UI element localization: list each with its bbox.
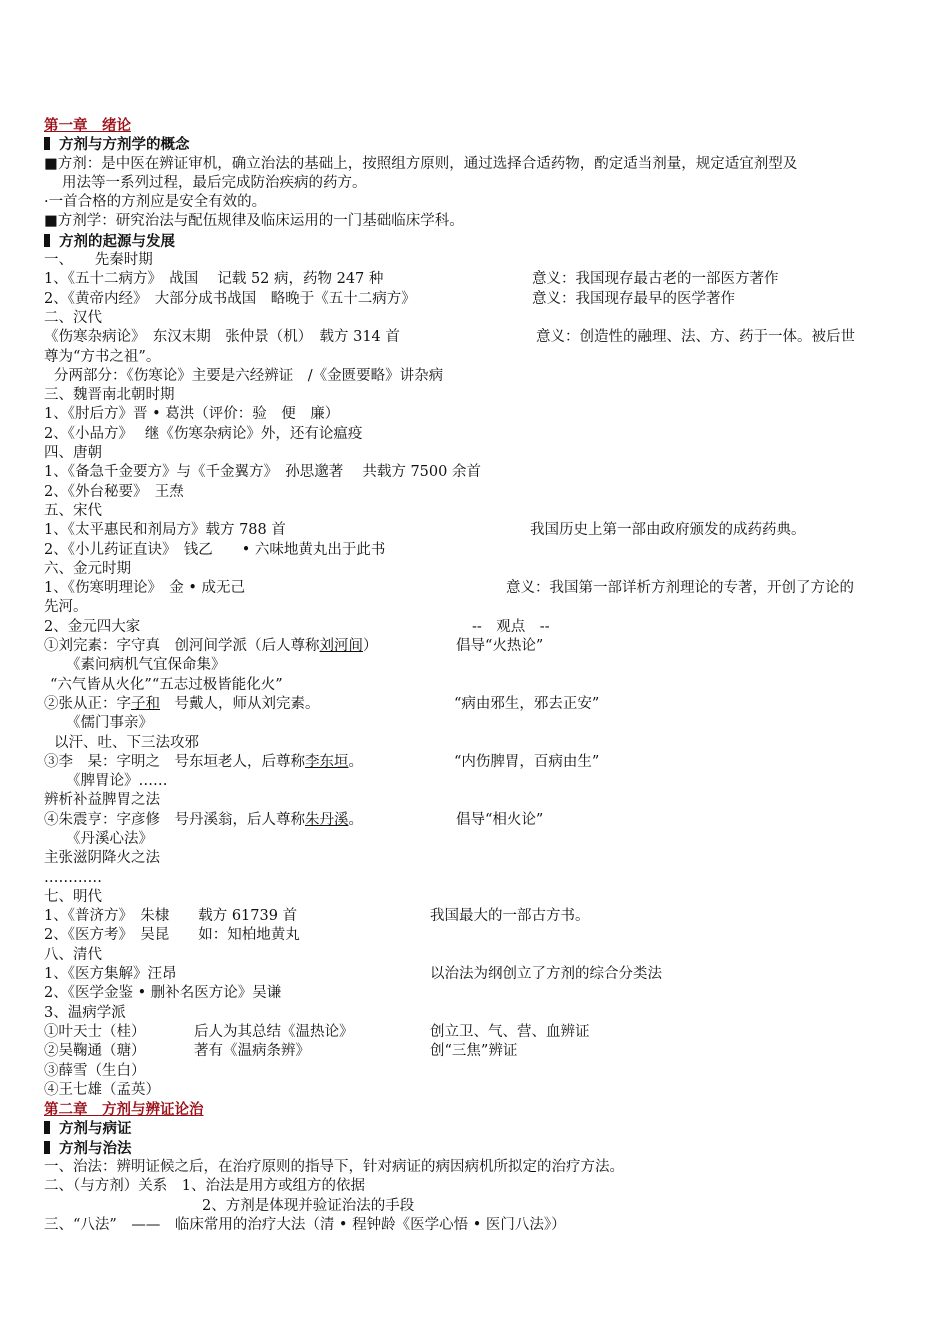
chapter-title: 第二章 方剂与辨证论治 [44,1101,204,1119]
note-text: 意义：创造性的融理、法、方、药于一体。被后世 [536,329,855,346]
text-line: 四、唐朝 [44,445,102,462]
text-line: 八、清代 [44,946,102,963]
text-line: ②吴鞠通（瑭） 著有《温病条辨》 创“三焦”辨证 [44,1042,914,1061]
note-text: 创立卫、气、营、血辨证 [430,1023,590,1040]
text-line: 尊为“方书之祖”。 [44,348,161,365]
text-line: ①刘完素：字守真 创河间学派（后人尊称刘河间） 倡导“火热论” [44,637,914,656]
text-line: 七、明代 [44,888,102,905]
text-line: 三、魏晋南北朝时期 [44,387,175,404]
note-text: 倡导“火热论” [456,638,544,655]
text-line: ………… [44,869,102,886]
note-text: 我国历史上第一部由政府颁发的成药药典。 [530,522,806,539]
section-heading: 方剂与治法 [44,1139,914,1158]
note-text: 以治法为纲创立了方剂的综合分类法 [430,966,662,983]
text-line: 2、《医学金鉴 • 删补名医方论》吴谦 [44,985,282,1002]
text-line: 2、《医方考》 吴昆 如：知柏地黄丸 [44,927,300,944]
section-heading: 方剂与病证 [44,1119,914,1138]
text-line: 以汗、吐、下三法攻邪 [54,734,199,751]
text-line: 2、《外台秘要》 王焘 [44,483,184,500]
heading-bar-icon [44,137,50,150]
text-line: 先河。 [44,599,88,616]
text-line: 一、治法：辨明证候之后，在治疗原则的指导下，针对病证的病因病机所拟定的治疗方法。 [44,1159,624,1176]
underlined-name: 李东垣 [305,753,349,770]
text-line: ·一首合格的方剂应是安全有效的。 [44,194,267,211]
underlined-name: 子和 [131,695,160,712]
text-line: 1、《肘后方》晋 • 葛洪（评价：验 便 廉） [44,406,340,423]
text-line: 2、金元四大家 -- 观点 -- [44,618,914,637]
text-line: 用法等一系列过程，最后完成防治疾病的药方。 [62,174,367,191]
text-line: 《脾胃论》…… [66,773,168,790]
text-line: 2、《小品方》 继《伤寒杂病论》外，还有论瘟疫 [44,425,363,442]
heading-bar-icon [44,234,50,247]
text-line: 2、《小儿药证直诀》 钱乙 • 六味地黄丸出于此书 [44,541,386,558]
text-line: ②张从正：字子和 号戴人，师从刘完素。 “病由邪生，邪去正安” [44,695,914,714]
text-line: ■方剂学：研究治法与配伍规律及临床运用的一门基础临床学科。 [44,213,464,230]
heading-bar-icon [44,1141,50,1154]
text-line: 1、《备急千金要方》与《千金翼方》 孙思邈著 共载方 7500 余首 [44,464,481,481]
heading-bar-icon [44,1121,50,1134]
text-line: 分两部分：《伤寒论》主要是六经辨证 /《金匮要略》讲杂病 [54,367,444,384]
text-line: 《儒门事亲》 [66,715,153,732]
text-line: 《丹溪心法》 [66,830,153,847]
text-line: 1、《伤寒明理论》 金 • 成无己 意义：我国第一部详析方剂理论的专著，开创了方论的 [44,579,914,598]
text-line: 1、《五十二病方》 战国 记载 52 病，药物 247 种 意义：我国现存最古老的一部医方著作 [44,270,914,289]
note-text: 创“三焦”辨证 [430,1043,518,1060]
note-text: 意义：我国现存最古老的一部医方著作 [532,271,779,288]
chapter-title: 第一章 绪论 [44,117,131,134]
text-line: ③薛雪（生白） [44,1062,146,1079]
note-text: “内伤脾胃，百病由生” [454,753,600,770]
text-line: 1、《普济方》 朱棣 载方 61739 首 我国最大的一部古方书。 [44,907,914,926]
note-text: -- 观点 -- [472,618,550,635]
text-line: 一、 先秦时期 [44,252,153,269]
note-text: “病由邪生，邪去正安” [454,695,600,712]
underlined-name: 刘河间 [319,638,363,655]
mid-text: 后人为其总结《温热论》 [194,1023,354,1040]
text-line: 三、“八法” —— 临床常用的治疗大法（清 • 程钟龄《医学心悟 • 医门八法》） [44,1216,566,1233]
section-heading: 方剂与方剂学的概念 [44,135,914,154]
text-line: ①叶天士（桂） 后人为其总结《温热论》 创立卫、气、营、血辨证 [44,1023,914,1042]
text-line: 2、《黄帝内经》 大部分成书战国 略晚于《五十二病方》 意义：我国现存最早的医学著作 [44,290,914,309]
text-line: 二、汉代 [44,309,102,326]
note-text: 意义：我国现存最早的医学著作 [532,290,735,307]
text-line: 3、温病学派 [44,1004,126,1021]
text-line: “六气皆从火化”“五志过极皆能化火” [50,676,283,693]
text-line: 辨析补益脾胃之法 [44,792,160,809]
underlined-name: 朱丹溪 [305,811,349,828]
note-text: 我国最大的一部古方书。 [430,908,590,925]
mid-text: 著有《温病条辨》 [194,1043,310,1060]
text-line: ④朱震亨：字彦修 号丹溪翁，后人尊称朱丹溪。 倡导“相火论” [44,811,914,830]
text-line: ④王七雄（孟英） [44,1081,160,1098]
text-line: 2、方剂是体现并验证治法的手段 [202,1197,415,1214]
note-text: 意义：我国第一部详析方剂理论的专著，开创了方论的 [506,580,854,597]
text-line: ■方剂：是中医在辨证审机，确立治法的基础上，按照组方原则，通过选择合适药物，酌定适当剂量，规定适宜剂型及 [44,155,798,172]
text-line: 六、金元时期 [44,560,131,577]
text-line: 1、《太平惠民和剂局方》载方 788 首 我国历史上第一部由政府颁发的成药药典。 [44,521,914,540]
text-line: 二、（与方剂）关系 1、治法是用方或组方的依据 [44,1178,365,1195]
document-body [44,116,914,1235]
text-line: 1、《医方集解》汪昂 以治法为纲创立了方剂的综合分类法 [44,965,914,984]
text-line: 主张滋阴降火之法 [44,850,160,867]
text-line: 《伤寒杂病论》 东汉末期 张仲景（机） 载方 314 首 意义：创造性的融理、法、方、药于一体。被后世 [44,328,914,347]
text-line: 五、宋代 [44,502,102,519]
section-heading: 方剂的起源与发展 [44,232,914,251]
note-text: 倡导“相火论” [456,811,544,828]
text-line: ③李 杲：字明之 号东垣老人，后尊称李东垣。 “内伤脾胃，百病由生” [44,753,914,772]
text-line: 《素问病机气宜保命集》 [66,657,226,674]
